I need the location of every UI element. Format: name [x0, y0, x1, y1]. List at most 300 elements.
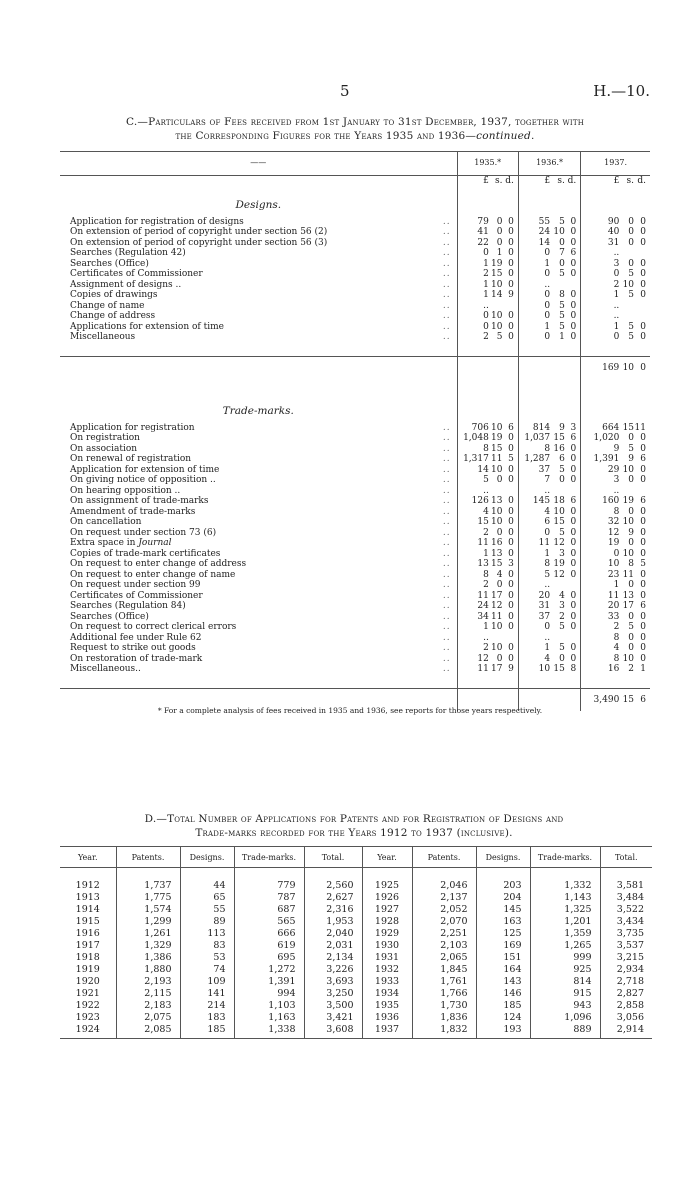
blank [581, 343, 650, 357]
designs-row [60, 332, 650, 343]
blank [60, 343, 457, 357]
pence-1937: 0 [640, 622, 646, 632]
pounds-1936: 0 [518, 332, 550, 343]
apps-header-trademarks: Trade-marks. [530, 847, 600, 868]
blank [518, 343, 580, 357]
pounds-1935: 1 [457, 259, 489, 270]
shillings-1935: 10 [491, 622, 503, 632]
row-label: Searches (Regulation 42) [70, 248, 186, 258]
apps-cell: 1,265 [530, 940, 600, 952]
pence-1936: 0 [570, 611, 577, 622]
pounds-1936: 4 [518, 507, 550, 518]
pence-1935: 0 [508, 332, 514, 342]
pence-1935 [502, 486, 518, 497]
blank [518, 675, 580, 689]
total-shillings: 15 [619, 689, 634, 711]
empty-cell [457, 187, 518, 217]
apps-cell: 74 [180, 964, 234, 976]
pounds-1935: 24 [457, 601, 489, 612]
leader-dots: .. [442, 290, 451, 300]
pounds-1937: 1,020 [581, 433, 620, 444]
pence-1937: 0 [640, 269, 646, 279]
applications-row [60, 964, 652, 976]
shillings-1937: 13 [622, 590, 635, 601]
pence-1935: 0 [508, 611, 514, 622]
apps-cell: 1,845 [412, 964, 476, 976]
apps-cell: 1920 [75, 975, 100, 987]
units-row [60, 176, 650, 187]
apps-cell: 185 [476, 1000, 530, 1012]
pounds-1935: .. [457, 633, 489, 644]
shillings-1936: 5 [559, 311, 565, 321]
apps-cell: 141 [180, 988, 234, 1000]
pence-1936: 8 [570, 664, 577, 674]
pounds-1936: 0 [518, 248, 550, 259]
designs-row [60, 269, 650, 280]
row-label: On extension of period of copyright under section 56 (3) [70, 237, 328, 248]
pence-1937: 0 [640, 569, 646, 580]
pounds-1936: 0 [518, 290, 550, 301]
apps-header-patents: Patents. [412, 847, 476, 868]
apps-cell: 1929 [362, 928, 412, 940]
shillings-1937: 10 [622, 517, 635, 527]
designs-label [60, 332, 405, 343]
shillings-1937 [619, 486, 634, 497]
trademarks-label [60, 570, 405, 581]
pence-1936: 0 [570, 643, 577, 653]
pence-1935: 0 [508, 527, 514, 538]
apps-cell: 1,332 [530, 880, 600, 892]
apps-cell: 3,581 [600, 880, 652, 892]
pence-1935: 6 [508, 422, 514, 433]
apps-cell: 3,434 [600, 916, 652, 928]
shillings-1937: 0 [628, 506, 635, 517]
pounds-1936: 1 [518, 549, 550, 560]
unit-pound: £ [457, 176, 489, 187]
pence-1935: 0 [508, 496, 514, 506]
shillings-1937: 17 [622, 601, 635, 611]
apps-cell: 1,338 [234, 1024, 304, 1039]
apps-cell: 143 [476, 976, 530, 988]
pounds-1937: 9 [581, 444, 620, 455]
apps-cell: 2,103 [412, 940, 476, 952]
blank [581, 379, 650, 393]
pence-1935: 0 [508, 279, 514, 290]
shillings-1936 [550, 280, 565, 291]
shillings-1936: 0 [559, 653, 565, 664]
pounds-1936: 8 [518, 444, 550, 455]
apps-cell: 2,858 [600, 1000, 652, 1012]
shillings-1937: 5 [628, 332, 635, 342]
row-label: Miscellaneous [70, 332, 136, 342]
shillings-1935: 0 [496, 216, 503, 227]
row-label: Amendment of trade-marks [70, 506, 196, 517]
blank [457, 379, 518, 393]
pounds-1937: 8 [581, 654, 620, 665]
blank [530, 868, 600, 880]
pence-1936: 0 [570, 569, 577, 580]
row-label: On restoration of trade-mark [70, 653, 203, 664]
leader-dots: .. [442, 227, 451, 237]
trademarks-row [60, 465, 650, 476]
pence-1937: 0 [640, 216, 646, 227]
pence-1935: 0 [508, 443, 514, 454]
trademarks-row [60, 496, 650, 507]
shillings-1936: 9 [559, 422, 565, 433]
pounds-1935: 11 [457, 538, 489, 549]
pounds-1935: 0 [457, 322, 489, 333]
apps-cell: 1,391 [234, 976, 304, 988]
row-label: Assignment of designs .. [70, 279, 182, 290]
designs-row [60, 248, 650, 259]
pounds-1936: .. [518, 486, 550, 497]
shillings-1936: 4 [559, 590, 565, 601]
pounds-1937: 29 [581, 465, 620, 476]
applications-row [60, 988, 652, 1000]
apps-cell: 889 [530, 1024, 600, 1039]
trademarks-row [60, 559, 650, 570]
leader-dots: .. [442, 506, 451, 517]
unit-shilling: s. [557, 176, 565, 186]
pence-1936: 0 [570, 517, 577, 527]
pence-1935: 0 [508, 548, 514, 559]
shillings-1935: 10 [491, 464, 503, 475]
leader-dots: .. [442, 548, 451, 559]
shillings-1936: 15 [553, 433, 565, 443]
pounds-1936: 0 [518, 622, 550, 633]
shillings-1937: 0 [628, 237, 635, 248]
trademarks-row [60, 444, 650, 455]
designs-label [60, 238, 405, 249]
pounds-1935: 126 [457, 496, 489, 507]
pounds-1936: 145 [518, 496, 550, 507]
pounds-1937: 23 [581, 570, 620, 581]
pence-1937: 0 [640, 632, 646, 643]
apps-header-patents: Patents. [116, 847, 180, 868]
leader-dots: .. [442, 559, 451, 569]
apps-cell: 779 [234, 880, 304, 892]
col-1936-header: 1936.* [518, 152, 580, 176]
pounds-1937: 0 [581, 549, 620, 560]
pence-1937: 0 [640, 279, 646, 290]
apps-cell: 1,329 [116, 940, 180, 952]
pence-1936 [565, 580, 581, 591]
apps-cell: 2,031 [304, 940, 362, 952]
apps-cell: 146 [476, 988, 530, 1000]
trademarks-row [60, 423, 650, 434]
shillings-1937: 10 [622, 548, 635, 559]
apps-cell: 3,056 [600, 1012, 652, 1024]
designs-label [60, 259, 405, 270]
shillings-1935: 1 [496, 248, 503, 258]
pounds-1937: 11 [581, 591, 620, 602]
col-desc-header: —— [60, 152, 457, 176]
apps-header-year: Year. [60, 847, 116, 868]
trademarks-label [60, 591, 405, 602]
pounds-1937: 16 [581, 664, 620, 675]
pounds-1937: 31 [581, 238, 620, 249]
shillings-1936: 5 [559, 321, 565, 332]
empty-cell [581, 187, 650, 217]
pounds-1935: 34 [457, 612, 489, 623]
shillings-1935 [489, 633, 503, 644]
apps-cell: 695 [234, 952, 304, 964]
apps-cell: 1,574 [116, 904, 180, 916]
trademarks-heading: Trade-marks. [222, 405, 294, 417]
shillings-1935: 0 [496, 237, 503, 248]
unit-pound: £ [518, 176, 550, 187]
shillings-1935: 19 [491, 258, 503, 269]
row-label: Certificates of Commissioner [70, 590, 203, 601]
apps-cell: 1916 [75, 927, 100, 939]
shillings-1936: 5 [559, 216, 565, 227]
pence-1937: 6 [640, 454, 646, 464]
leader-dots: .. [442, 643, 451, 653]
pence-1935: 0 [508, 227, 514, 237]
apps-cell: 1,836 [412, 1012, 476, 1024]
pence-1937: 0 [640, 643, 646, 653]
trademarks-label [60, 601, 405, 612]
pounds-1936: .. [518, 280, 550, 291]
shillings-1936: 1 [559, 332, 565, 342]
apps-cell: 1923 [75, 1011, 100, 1023]
pence-1935: 0 [508, 311, 514, 321]
total-pence: 6 [634, 689, 650, 711]
applications-row [60, 904, 652, 916]
blank-row [60, 675, 650, 689]
pounds-1935: 1 [457, 549, 489, 560]
pence-1935: 0 [508, 569, 514, 580]
shillings-1937: 11 [622, 569, 635, 580]
apps-cell: 943 [530, 1000, 600, 1012]
shillings-1936: 18 [553, 496, 565, 506]
pence-1936: 0 [570, 332, 577, 342]
pence-1936: 0 [570, 258, 577, 269]
pounds-1936: .. [518, 580, 550, 591]
pounds-1937: 664 [581, 423, 620, 434]
pence-1937: 0 [640, 580, 646, 590]
apps-cell: 1932 [362, 964, 412, 976]
trademarks-row [60, 622, 650, 633]
shillings-1936: 16 [553, 443, 565, 454]
apps-cell: 2,827 [600, 988, 652, 1000]
trademarks-label [60, 580, 405, 591]
shillings-1936: 0 [559, 475, 565, 485]
trademarks-row [60, 486, 650, 497]
leader-dots: .. [442, 321, 451, 332]
pounds-1937: 160 [581, 496, 620, 507]
col-1935-header: 1935.* [457, 152, 518, 176]
blank-row [60, 343, 650, 357]
footnote: * For a complete analysis of fees received in 1935 and 1936, see reports for those years respectively. [157, 706, 543, 715]
pence-1935: 0 [508, 258, 514, 269]
apps-cell: 666 [234, 928, 304, 940]
shillings-1937: 9 [628, 527, 635, 538]
apps-header-total: Total. [304, 847, 362, 868]
apps-cell: 109 [180, 976, 234, 988]
shillings-1935: 10 [491, 643, 503, 653]
apps-cell: 1925 [362, 880, 412, 892]
apps-cell: 1,766 [412, 988, 476, 1000]
row-label: On request to correct clerical errors [70, 622, 237, 632]
apps-cell: 1931 [362, 952, 412, 964]
apps-cell: 2,560 [304, 880, 362, 892]
apps-cell: 1921 [75, 987, 100, 999]
pounds-1935: 13 [457, 559, 489, 570]
designs-row [60, 290, 650, 301]
designs-label [60, 311, 405, 322]
trademarks-label [60, 507, 405, 518]
apps-cell: 2,085 [116, 1024, 180, 1039]
pence-1937: 0 [640, 527, 646, 538]
apps-cell: 1928 [362, 916, 412, 928]
pence-1936: 6 [570, 248, 577, 258]
apps-cell: 1,325 [530, 904, 600, 916]
apps-cell: 1,832 [412, 1024, 476, 1039]
pounds-1936: 6 [518, 517, 550, 528]
apps-cell: 1,201 [530, 916, 600, 928]
apps-cell: 1922 [75, 999, 100, 1011]
apps-cell: 169 [476, 940, 530, 952]
shillings-1937: 8 [628, 559, 635, 569]
page-number: 5 [340, 82, 350, 100]
units-spacer [60, 176, 457, 187]
apps-cell: 2,040 [304, 928, 362, 940]
pence-1936 [565, 280, 581, 291]
empty-cell [518, 187, 580, 217]
apps-cell: 2,251 [412, 928, 476, 940]
pounds-1935: 1,317 [457, 454, 489, 465]
pounds-1935: 1,048 [457, 433, 489, 444]
pounds-1937: 3 [581, 259, 620, 270]
row-label: Application for extension of time [70, 464, 220, 475]
apps-cell: 1918 [75, 951, 100, 963]
pounds-1936: 0 [518, 301, 550, 312]
pence-1936: 0 [570, 269, 577, 279]
trademarks-row [60, 612, 650, 623]
applications-row [60, 916, 652, 928]
pounds-1937: 4 [581, 643, 620, 654]
pounds-1936: 20 [518, 591, 550, 602]
shillings-1935: 10 [491, 517, 503, 527]
pence-1935: 0 [508, 237, 514, 248]
pence-1936: 0 [570, 237, 577, 248]
applications-table [60, 846, 652, 1039]
apps-cell: 3,608 [304, 1024, 362, 1039]
pence-1936: 0 [570, 527, 577, 538]
shillings-1936: 3 [559, 548, 565, 559]
pence-1936: 0 [570, 227, 577, 237]
leader-dots: .. [442, 216, 451, 227]
row-label: On request under section 99 [70, 580, 201, 590]
leader-dots: .. [442, 632, 451, 643]
leader-dots: .. [442, 279, 451, 290]
pence-1936: 0 [570, 538, 577, 548]
pounds-1937: 10 [581, 559, 620, 570]
shillings-1937: 0 [628, 475, 635, 485]
shillings-1937: 0 [628, 538, 635, 548]
pence-1937: 6 [640, 601, 646, 611]
designs-label [60, 280, 405, 291]
apps-cell: 1934 [362, 988, 412, 1000]
blank [412, 868, 476, 880]
blank [60, 868, 116, 880]
shillings-1937: 0 [628, 433, 635, 443]
row-label: On association [70, 443, 138, 454]
row-label: Copies of trade-mark certificates [70, 548, 221, 559]
pounds-1937: .. [581, 486, 620, 497]
apps-cell: 1,103 [234, 1000, 304, 1012]
pounds-1936: .. [518, 633, 550, 644]
pounds-1935: 2 [457, 643, 489, 654]
pounds-1936: 37 [518, 612, 550, 623]
row-label: On request to enter change of address [70, 559, 247, 569]
apps-cell: 2,934 [600, 964, 652, 976]
pence-1936: 0 [570, 454, 577, 464]
row-label: On extension of period of copyright under section 56 (2) [70, 227, 328, 237]
apps-cell: 124 [476, 1012, 530, 1024]
pounds-1937: 33 [581, 612, 620, 623]
blank [457, 675, 518, 689]
pounds-1936: 1 [518, 643, 550, 654]
apps-cell: 1,299 [116, 916, 180, 928]
pence-1936: 3 [570, 422, 577, 433]
pence-1937: 0 [640, 258, 646, 269]
trademarks-row [60, 538, 650, 549]
trademarks-row [60, 549, 650, 560]
apps-cell: 1,359 [530, 928, 600, 940]
pounds-1937: 2 [581, 280, 620, 291]
pence-1937: 0 [640, 227, 646, 237]
trademarks-row [60, 580, 650, 591]
pence-1935: 0 [508, 475, 514, 485]
apps-cell: 214 [180, 1000, 234, 1012]
shillings-1937 [619, 248, 634, 259]
apps-header-designs: Designs. [180, 847, 234, 868]
pence-1935 [502, 633, 518, 644]
pence-1935: 0 [508, 506, 514, 517]
pounds-1937: 19 [581, 538, 620, 549]
pence-1936 [565, 633, 581, 644]
designs-row [60, 238, 650, 249]
shillings-1936: 6 [559, 454, 565, 464]
shillings-1937: 5 [628, 622, 635, 632]
apps-cell: 1919 [75, 963, 100, 975]
pounds-1936: 1,287 [518, 454, 550, 465]
pence-1937: 1 [640, 664, 646, 674]
blank [457, 357, 518, 379]
apps-cell: 2,627 [304, 892, 362, 904]
designs-label [60, 269, 405, 280]
apps-cell: 619 [234, 940, 304, 952]
shillings-1935: 16 [491, 538, 503, 548]
blank [457, 343, 518, 357]
leader-dots: .. [442, 258, 451, 269]
row-label: On request under section 73 (6) [70, 527, 217, 538]
row-label: Searches (Office) [70, 258, 149, 269]
apps-cell: 204 [476, 892, 530, 904]
pence-1935: 0 [508, 321, 514, 332]
shillings-1935: 14 [491, 290, 503, 300]
pounds-1937: .. [581, 301, 620, 312]
pence-1936 [565, 486, 581, 497]
apps-cell: 1924 [60, 1024, 116, 1039]
pence-1937: 0 [640, 464, 646, 475]
trademarks-label [60, 612, 405, 623]
row-label: On hearing opposition .. [70, 485, 181, 496]
apps-cell: 1,261 [116, 928, 180, 940]
apps-cell: 3,735 [600, 928, 652, 940]
